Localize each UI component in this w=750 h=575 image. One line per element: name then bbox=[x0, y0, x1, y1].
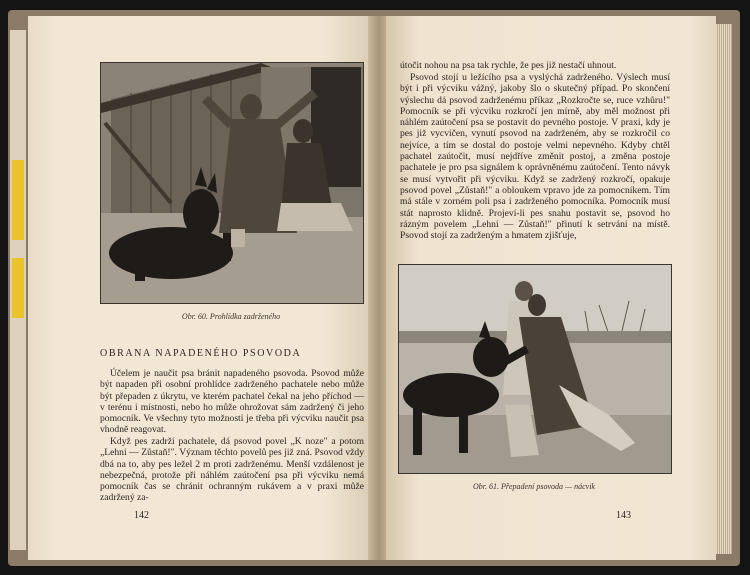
left-page bbox=[28, 16, 376, 560]
right-paragraph: útočit nohou na psa tak rychle, že pes již nestačí uhnout. bbox=[400, 60, 617, 71]
figure-61-caption: Obr. 61. Přepadení psovoda — nácvik bbox=[473, 482, 595, 491]
page-number-left: 142 bbox=[134, 510, 149, 521]
figure-61-photo bbox=[398, 264, 672, 474]
figure-60-photo bbox=[100, 62, 364, 304]
right-paragraph: Psovod stojí u ležícího psa a vyslýchá zadrženého. Výslech musí být i při výcviku vážný, jakoby šlo o skutečný případ. Po skončení výslechu dá psovod zadrženému příkaz „Rozkročte se, ruce vzhůru!" Pomocník se při výcviku rozkročí jen mírně, aby měl možnost při náhlém zaútočení psa se postavit do pevného postoje. V praxi, kdy je pes již vycvičen, vynutí psovod na zadrženém, aby se rozkročil co nejvíce, a tím se dostal do postoje velmi nepevného. Kdyby chtěl pachatel zaútočit, musí nejdříve změnit postoj, a změna postoje pachatele je pro psa signálem k oprávněnému zaútočení. Tento návyk se musí vytvořit při výcviku. Když se zadržený rozkročí, opakuje psovod povel „Zůstaň!" a obloukem vpravo jde za pomocníkem. Tím má stále v zorném poli psa i zadrženého pomocníka. Pomocník musí stát naprosto klidně. Projeví-li pes snahu postavit se, psovod ho rázným povelem „Lehni — Zůstaň!" přinutí k setrvání na místě. Psovod stojí za zadrženým a hmatem zjišťuje, bbox=[400, 72, 670, 242]
figure-60-caption: Obr. 60. Prohlídka zadrženého bbox=[181, 312, 281, 321]
page-number-right: 143 bbox=[616, 510, 631, 521]
yellow-bookmark-tab bbox=[12, 258, 24, 318]
section-title: OBRANA NAPADENÉHO PSOVODA bbox=[100, 348, 302, 359]
yellow-bookmark-tab bbox=[12, 160, 24, 240]
right-page bbox=[386, 16, 716, 560]
left-paragraph: Když pes zadrží pachatele, dá psovod povel „K noze" a potom „Lehni — Zůstaň!". Význam těchto povelů pes již zná. Psovod vždy dbá na to, aby pes ležel 2 m proti zadrženému. Menší vzdálenost je nebezpečná, protože při náhlém zaútočení psa při výcviku nemá pomocník čas se chránit ochranným rukávem a v praxi může zadržený za- bbox=[100, 436, 364, 504]
page-stack-edge bbox=[716, 24, 732, 554]
left-paragraph: Účelem je naučit psa bránit napadeného psovoda. Psovod může být napaden při osobní prohlídce zadrženého pachatele nebo může být přepaden z úkrytu, ve kterém pachatel čekal na jeho příchod — v terénu i místnosti, nebo ho může ohrožovat sám zadržený či jeho pomocník. Ve všechny tyto možnosti je třeba při výcviku naučit psa vhodně reagovat. bbox=[100, 368, 364, 436]
